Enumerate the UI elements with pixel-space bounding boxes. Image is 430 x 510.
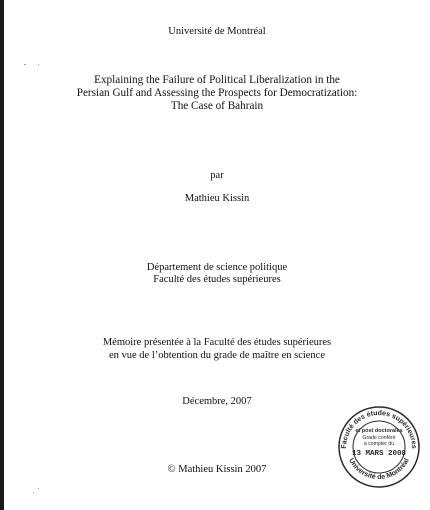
stamp-inner-text-1: et post doctorales xyxy=(355,428,403,434)
university-seal-stamp xyxy=(336,404,422,490)
submission-line-1: Mémoire présentée à la Faculté des études supérieures xyxy=(102,337,332,348)
stamp-date: 13 MARS 2008 xyxy=(351,450,407,458)
copyright-notice: © Mathieu Kissin 2007 xyxy=(167,464,267,475)
thesis-title-line-3: The Case of Bahrain xyxy=(170,100,264,112)
department-name: Département de science politique xyxy=(146,262,288,273)
scan-speck xyxy=(24,64,26,65)
scan-speck xyxy=(33,492,34,493)
submission-date: Décembre, 2007 xyxy=(182,396,252,407)
thesis-title-line-2: Persian Gulf and Assessing the Prospects for Democratization: xyxy=(76,87,358,99)
by-label: par xyxy=(210,170,224,181)
faculty-name: Faculté des études supérieures xyxy=(153,274,281,285)
university-seal-stamp-graphic xyxy=(336,404,422,490)
stamp-top-text: Faculté des études supérieures xyxy=(340,409,418,449)
stamp-inner-text-2: Grade conféré xyxy=(362,435,396,441)
stamp-bottom-text: Université de Montréal xyxy=(347,457,411,482)
submission-line-2: en vue de l’obtention du grade de maître en science xyxy=(108,350,326,361)
institution-name: Université de Montréal xyxy=(168,26,266,37)
stamp-inner-text-3: à compter du xyxy=(363,441,395,447)
scan-speck xyxy=(38,64,39,65)
author-name: Mathieu Kissin xyxy=(184,193,250,204)
thesis-title-line-1: Explaining the Failure of Political Liberalization in the xyxy=(94,74,340,86)
scan-speck xyxy=(38,488,39,489)
